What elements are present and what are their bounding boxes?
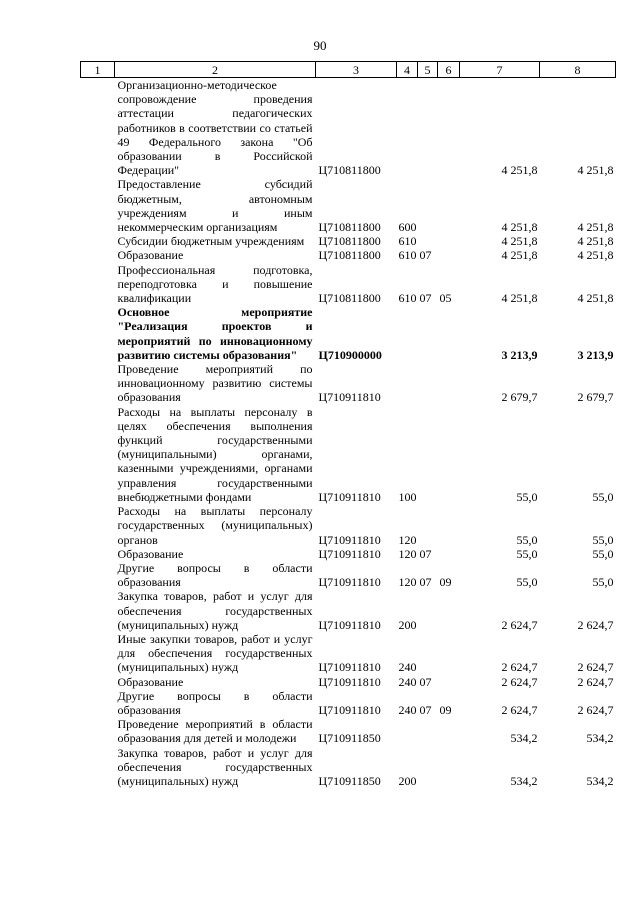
table-row <box>81 405 616 504</box>
cell-name: Организационно-методическое сопровождение проведения аттестации педагогических работников в соответствии со статьей 49 Федерального закона "Об образовании в Российской Федерации" <box>117 78 313 178</box>
cell-name: Проведение мероприятий в области образования для детей и молодежи <box>117 717 313 746</box>
cell-name: Другие вопросы в области образования <box>117 560 313 590</box>
header-row <box>81 62 616 78</box>
cell-expense-type: 240 <box>398 702 417 717</box>
cell-name: Профессиональная подготовка, переподготовка и повышение квалификации <box>117 262 313 306</box>
cell-amount-2: 55,0 <box>592 546 614 561</box>
cell-section <box>418 632 438 675</box>
cell-amount-2: 4 251,8 <box>577 291 614 306</box>
cell-col1 <box>81 547 115 561</box>
cell-amount-2: 4 251,8 <box>577 248 614 263</box>
cell-section <box>418 589 438 632</box>
cell-amount-2: 55,0 <box>592 532 614 547</box>
cell-amount-1: 2 624,7 <box>501 660 538 675</box>
cell-name: Другие вопросы в области образования <box>117 688 313 717</box>
cell-subsection <box>438 177 460 234</box>
column-header-6: 6 <box>438 62 460 78</box>
cell-name: Субсидии бюджетным учреждениям <box>117 234 305 249</box>
cell-amount-2: 2 624,7 <box>577 617 614 632</box>
cell-col1 <box>81 632 115 675</box>
cell-section <box>418 78 438 178</box>
cell-subsection: 09 <box>439 702 452 717</box>
cell-code: Ц710911810 <box>318 546 381 561</box>
cell-subsection <box>438 746 460 789</box>
cell-subsection <box>438 589 460 632</box>
table-row <box>81 717 616 745</box>
cell-amount-1: 4 251,8 <box>501 248 538 263</box>
cell-subsection <box>438 362 460 405</box>
cell-expense-type <box>397 362 418 405</box>
column-header-5: 5 <box>418 62 438 78</box>
cell-amount-2: 55,0 <box>592 575 614 590</box>
cell-amount-1: 2 679,7 <box>501 390 538 405</box>
cell-code: Ц710911810 <box>318 660 381 675</box>
cell-amount-2: 4 251,8 <box>577 234 614 249</box>
cell-amount-2: 3 213,9 <box>577 347 614 362</box>
cell-expense-type: 240 <box>398 660 417 675</box>
cell-section <box>418 305 438 362</box>
cell-amount-2: 2 679,7 <box>577 390 614 405</box>
cell-section: 07 <box>419 674 432 689</box>
cell-amount-1: 55,0 <box>516 489 538 504</box>
cell-name: Расходы на выплаты персоналу государственных (муниципальных) органов <box>117 504 313 547</box>
table-row <box>81 234 616 248</box>
table-row <box>81 632 616 675</box>
cell-col1 <box>81 746 115 789</box>
cell-amount-1: 3 213,9 <box>501 347 538 362</box>
cell-name: Закупка товаров, работ и услуг для обеспечения государственных (муниципальных) нужд <box>117 589 313 632</box>
cell-section: 07 <box>419 546 432 561</box>
cell-amount-1: 4 251,8 <box>501 234 538 249</box>
cell-name: Закупка товаров, работ и услуг для обеспечения государственных (муниципальных) нужд <box>117 745 313 788</box>
cell-amount-1: 4 251,8 <box>501 291 538 306</box>
cell-amount-2: 2 624,7 <box>577 674 614 689</box>
cell-name: Основное мероприятие "Реализация проектов и мероприятий по инновационному развитию системы образования" <box>117 305 313 362</box>
cell-subsection: 09 <box>439 575 452 590</box>
cell-code: Ц710900000 <box>318 347 382 362</box>
cell-amount-2: 534,2 <box>586 731 614 746</box>
cell-name: Образование <box>117 546 184 561</box>
page-number: 90 <box>313 38 327 53</box>
cell-subsection <box>438 78 460 178</box>
cell-section: 07 <box>419 575 432 590</box>
cell-expense-type <box>397 305 418 362</box>
table-row <box>81 746 616 789</box>
cell-subsection <box>438 504 460 547</box>
cell-code: Ц710911810 <box>318 575 381 590</box>
cell-amount-2: 55,0 <box>592 489 614 504</box>
cell-col1 <box>81 263 115 306</box>
cell-code: Ц710911810 <box>318 617 381 632</box>
cell-amount-2: 4 251,8 <box>577 163 614 178</box>
column-header-8: 8 <box>540 62 616 78</box>
cell-expense-type: 120 <box>398 575 417 590</box>
cell-col1 <box>81 405 115 504</box>
cell-name: Предоставление субсидий бюджетным, автономным учреждениям и иным некоммерческим организациям <box>117 177 313 235</box>
cell-col1 <box>81 177 115 234</box>
cell-col1 <box>81 78 115 178</box>
cell-col1 <box>81 504 115 547</box>
cell-expense-type <box>397 78 418 178</box>
cell-section <box>418 234 438 248</box>
cell-expense-type: 610 <box>398 234 417 249</box>
cell-amount-2: 2 624,7 <box>577 660 614 675</box>
cell-expense-type: 200 <box>398 773 417 788</box>
cell-code: Ц710911850 <box>318 731 381 746</box>
cell-amount-1: 55,0 <box>516 532 538 547</box>
budget-table <box>80 61 616 788</box>
cell-section <box>418 362 438 405</box>
column-header-3: 3 <box>316 62 397 78</box>
cell-expense-type: 610 <box>398 291 417 306</box>
cell-amount-1: 2 624,7 <box>501 702 538 717</box>
cell-name: Иные закупки товаров, работ и услуг для обеспечения государственных (муниципальных) нужд <box>117 631 313 675</box>
cell-expense-type: 610 <box>398 248 417 263</box>
cell-amount-1: 55,0 <box>516 575 538 590</box>
cell-expense-type: 200 <box>398 617 417 632</box>
cell-col1 <box>81 675 115 689</box>
column-header-4: 4 <box>397 62 418 78</box>
cell-subsection <box>438 405 460 504</box>
table-row <box>81 675 616 689</box>
cell-subsection <box>438 632 460 675</box>
table-row <box>81 589 616 632</box>
cell-subsection <box>438 547 460 561</box>
cell-col1 <box>81 234 115 248</box>
cell-col1 <box>81 689 115 717</box>
table-row <box>81 305 616 362</box>
cell-code: Ц710911810 <box>318 390 381 405</box>
cell-code: Ц710811800 <box>318 163 381 178</box>
cell-name: Образование <box>117 674 184 689</box>
cell-col1 <box>81 717 115 745</box>
cell-amount-1: 534,2 <box>510 731 538 746</box>
cell-subsection <box>438 234 460 248</box>
cell-section <box>418 177 438 234</box>
cell-amount-1: 2 624,7 <box>501 617 538 632</box>
table-row <box>81 263 616 306</box>
cell-amount-2: 4 251,8 <box>577 220 614 235</box>
cell-code: Ц710911810 <box>318 702 381 717</box>
cell-section: 07 <box>419 702 432 717</box>
cell-subsection <box>438 248 460 262</box>
cell-subsection <box>438 305 460 362</box>
cell-expense-type: 100 <box>398 489 417 504</box>
cell-col1 <box>81 305 115 362</box>
cell-section: 07 <box>419 248 432 263</box>
cell-amount-1: 2 624,7 <box>501 674 538 689</box>
cell-code: Ц710911810 <box>318 674 381 689</box>
table-row <box>81 248 616 262</box>
cell-code: Ц710811800 <box>318 291 381 306</box>
cell-amount-2: 2 624,7 <box>577 702 614 717</box>
cell-expense-type: 120 <box>398 532 417 547</box>
cell-amount-1: 534,2 <box>510 773 538 788</box>
cell-expense-type: 600 <box>398 220 417 235</box>
cell-section <box>418 504 438 547</box>
table-row <box>81 78 616 178</box>
cell-section <box>418 405 438 504</box>
cell-code: Ц710811800 <box>318 234 381 249</box>
column-header-7: 7 <box>460 62 540 78</box>
cell-expense-type: 240 <box>398 674 417 689</box>
cell-name: Образование <box>117 248 184 263</box>
column-header-1: 1 <box>81 62 115 78</box>
cell-name: Проведение мероприятий по инновационному развитию системы образования <box>117 362 313 405</box>
cell-name: Расходы на выплаты персоналу в целях обеспечения выполнения функций государственными (муниципальными) органами, казенными учреждениями, органами управления государственными внебюджетными фондами <box>117 404 313 504</box>
cell-col1 <box>81 248 115 262</box>
table-row <box>81 547 616 561</box>
cell-code: Ц710911850 <box>318 773 381 788</box>
cell-subsection <box>438 717 460 745</box>
cell-section <box>418 746 438 789</box>
cell-code: Ц710811800 <box>318 248 381 263</box>
cell-expense-type: 120 <box>398 546 417 561</box>
cell-amount-1: 55,0 <box>516 546 538 561</box>
cell-section <box>418 717 438 745</box>
cell-col1 <box>81 589 115 632</box>
cell-code: Ц710911810 <box>318 489 381 504</box>
table-row <box>81 689 616 717</box>
table-row <box>81 362 616 405</box>
cell-col1 <box>81 561 115 589</box>
table-row <box>81 177 616 234</box>
cell-code: Ц710911810 <box>318 532 381 547</box>
cell-expense-type <box>397 717 418 745</box>
cell-subsection: 05 <box>439 291 452 306</box>
cell-subsection <box>438 675 460 689</box>
cell-amount-2: 534,2 <box>586 773 614 788</box>
cell-amount-1: 4 251,8 <box>501 163 538 178</box>
cell-col1 <box>81 362 115 405</box>
column-header-2: 2 <box>115 62 316 78</box>
table-row <box>81 504 616 547</box>
cell-code: Ц710811800 <box>318 220 381 235</box>
cell-section: 07 <box>419 291 432 306</box>
table-row <box>81 561 616 589</box>
cell-amount-1: 4 251,8 <box>501 220 538 235</box>
